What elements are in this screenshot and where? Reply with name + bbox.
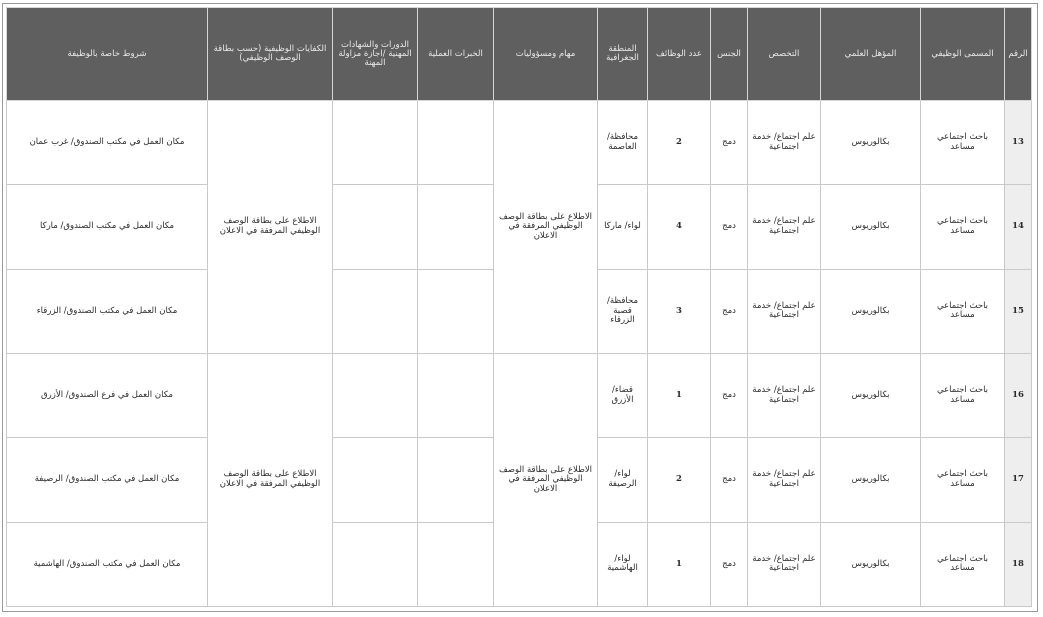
job-title-cell: باحث اجتماعي مساعد [921, 101, 1005, 185]
courses-cell [333, 522, 418, 606]
header-job-title: المسمى الوظيفي [921, 8, 1005, 101]
job-title-cell: باحث اجتماعي مساعد [921, 185, 1005, 269]
gender-cell: دمج [711, 522, 748, 606]
count-cell: 1 [648, 522, 711, 606]
gender-cell: دمج [711, 438, 748, 522]
table-row [7, 353, 1032, 437]
experience-cell [418, 269, 494, 353]
count-cell: 2 [648, 438, 711, 522]
specialty-cell: علم اجتماع/ خدمة اجتماعية [748, 185, 821, 269]
row-number: 13 [1005, 101, 1032, 185]
header-special-conditions: شروط خاصة بالوظيفة [7, 8, 208, 101]
qualification-cell: بكالوريوس [821, 101, 921, 185]
count-cell: 2 [648, 101, 711, 185]
specialty-cell: علم اجتماع/ خدمة اجتماعية [748, 101, 821, 185]
conditions-cell: مكان العمل في فرع الصندوق/ الأزرق [7, 353, 208, 437]
competencies-merged-cell: الاطلاع على بطاقة الوصف الوظيفي المرفقة في الاعلان [208, 101, 333, 354]
header-courses: الدورات والشهادات المهنية /اجازة مزاولة المهنة [333, 8, 418, 101]
experience-cell [418, 522, 494, 606]
specialty-cell: علم اجتماع/ خدمة اجتماعية [748, 522, 821, 606]
courses-cell [333, 185, 418, 269]
specialty-cell: علم اجتماع/ خدمة اجتماعية [748, 353, 821, 437]
row-number: 15 [1005, 269, 1032, 353]
region-cell: قضاء/ الأزرق [598, 353, 648, 437]
conditions-cell: مكان العمل في مكتب الصندوق/ ماركا [7, 185, 208, 269]
experience-cell [418, 353, 494, 437]
region-cell: محافظة/ قصبة الزرقاء [598, 269, 648, 353]
job-vacancies-table [6, 7, 1032, 607]
row-number: 14 [1005, 185, 1032, 269]
experience-cell [418, 185, 494, 269]
tasks-merged-cell: الاطلاع على بطاقة الوصف الوظيفي المرفقة في الاعلان [494, 353, 598, 606]
table-header-row [7, 8, 1032, 101]
header-experience: الخبرات العملية [418, 8, 494, 101]
region-cell: لواء/ الرصيفة [598, 438, 648, 522]
conditions-cell: مكان العمل في مكتب الصندوق/ الزرقاء [7, 269, 208, 353]
qualification-cell: بكالوريوس [821, 522, 921, 606]
region-cell: محافظة/ العاصمة [598, 101, 648, 185]
courses-cell [333, 353, 418, 437]
qualification-cell: بكالوريوس [821, 438, 921, 522]
courses-cell [333, 101, 418, 185]
job-title-cell: باحث اجتماعي مساعد [921, 353, 1005, 437]
experience-cell [418, 438, 494, 522]
gender-cell: دمج [711, 101, 748, 185]
header-tasks: مهام ومسؤوليات [494, 8, 598, 101]
qualification-cell: بكالوريوس [821, 185, 921, 269]
header-number: الرقم [1005, 8, 1032, 101]
row-number: 17 [1005, 438, 1032, 522]
count-cell: 1 [648, 353, 711, 437]
job-title-cell: باحث اجتماعي مساعد [921, 438, 1005, 522]
job-title-cell: باحث اجتماعي مساعد [921, 522, 1005, 606]
competencies-merged-cell: الاطلاع على بطاقة الوصف الوظيفي المرفقة في الاعلان [208, 353, 333, 606]
header-competencies: الكفايات الوظيفية (حسب بطاقة الوصف الوظيفي) [208, 8, 333, 101]
job-title-cell: باحث اجتماعي مساعد [921, 269, 1005, 353]
conditions-cell: مكان العمل في مكتب الصندوق/ الهاشمية [7, 522, 208, 606]
header-region: المنطقة الجغرافية [598, 8, 648, 101]
header-count: عدد الوظائف [648, 8, 711, 101]
count-cell: 4 [648, 185, 711, 269]
qualification-cell: بكالوريوس [821, 353, 921, 437]
specialty-cell: علم اجتماع/ خدمة اجتماعية [748, 269, 821, 353]
gender-cell: دمج [711, 185, 748, 269]
table-row [7, 101, 1032, 185]
header-specialty: التخصص [748, 8, 821, 101]
qualification-cell: بكالوريوس [821, 269, 921, 353]
count-cell: 3 [648, 269, 711, 353]
courses-cell [333, 438, 418, 522]
row-number: 18 [1005, 522, 1032, 606]
conditions-cell: مكان العمل في مكتب الصندوق/ غرب عمان [7, 101, 208, 185]
tasks-merged-cell: الاطلاع على بطاقة الوصف الوظيفي المرفقة في الاعلان [494, 101, 598, 354]
header-gender: الجنس [711, 8, 748, 101]
header-qualification: المؤهل العلمي [821, 8, 921, 101]
gender-cell: دمج [711, 353, 748, 437]
conditions-cell: مكان العمل في مكتب الصندوق/ الرصيفة [7, 438, 208, 522]
gender-cell: دمج [711, 269, 748, 353]
specialty-cell: علم اجتماع/ خدمة اجتماعية [748, 438, 821, 522]
row-number: 16 [1005, 353, 1032, 437]
region-cell: لواء/ الهاشمية [598, 522, 648, 606]
region-cell: لواء/ ماركا [598, 185, 648, 269]
courses-cell [333, 269, 418, 353]
experience-cell [418, 101, 494, 185]
